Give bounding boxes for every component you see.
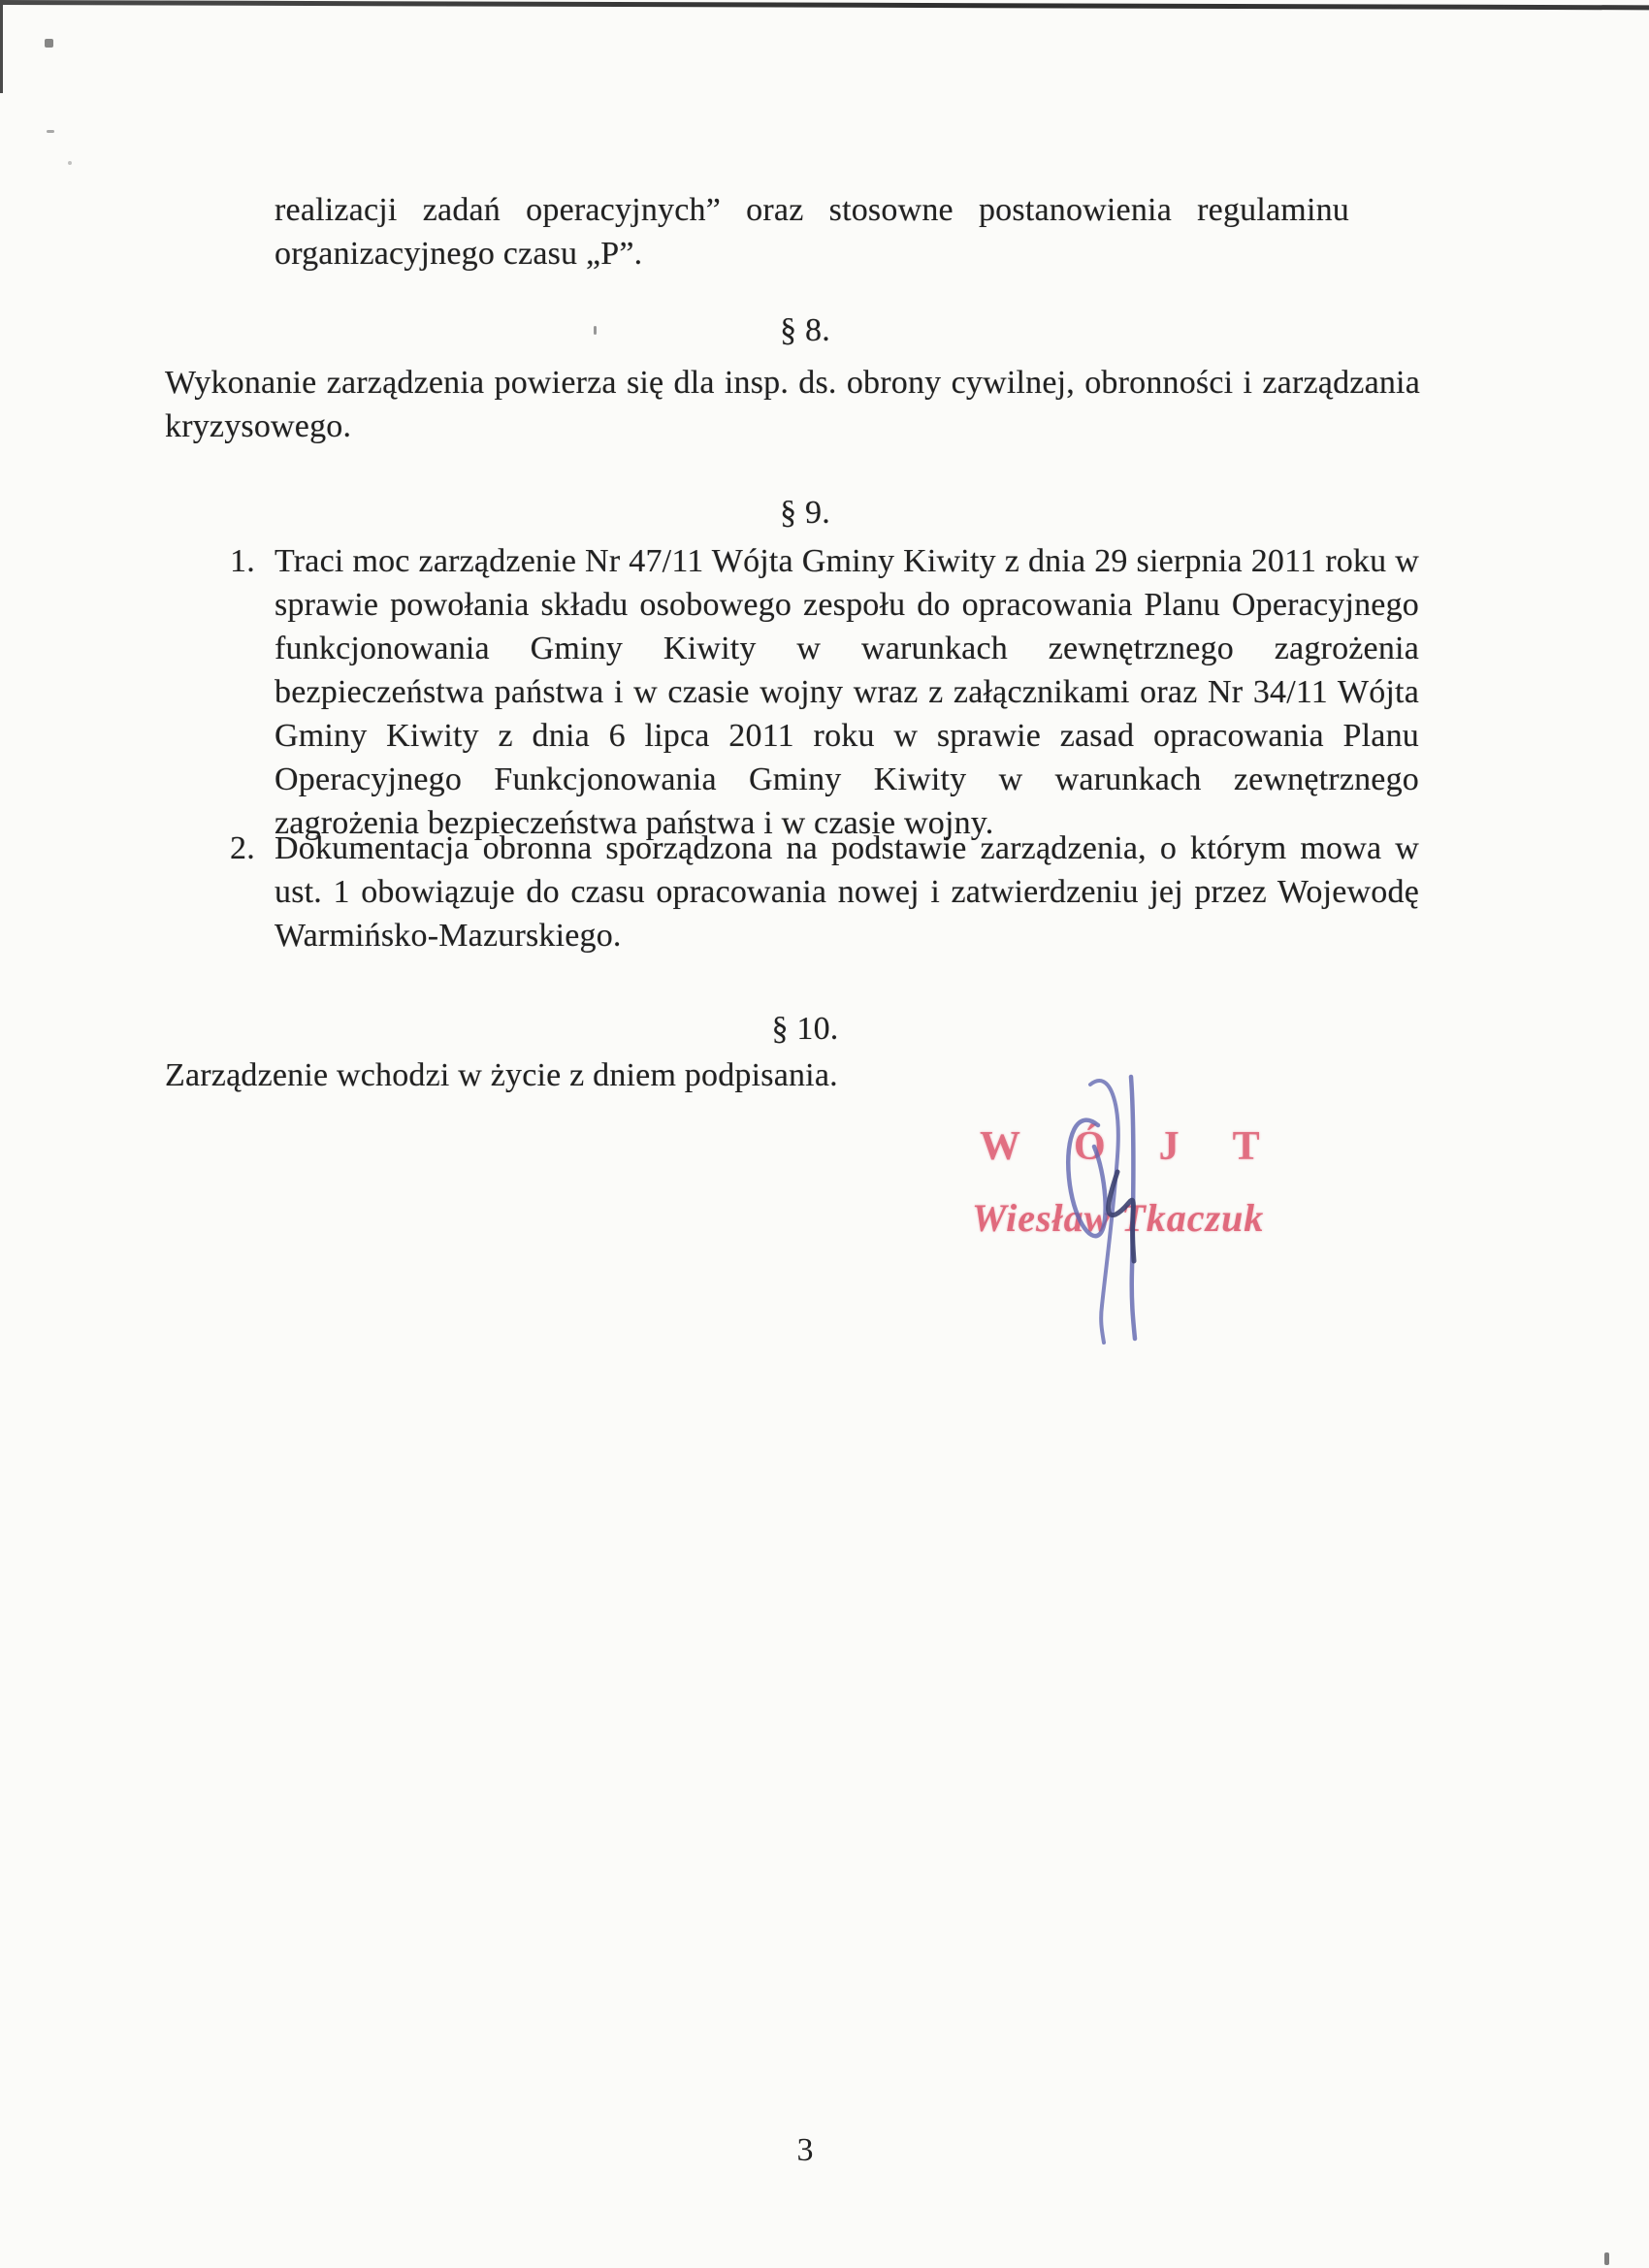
list-item-text: Traci moc zarządzenie Nr 47/11 Wójta Gminy Kiwity z dnia 29 sierpnia 2011 roku w sprawie powołania składu osobowego zespołu do opracowania Planu Operacyjnego funkcjonowania Gminy Kiwity w warunkach zewnętrznego zagrożenia bezpieczeństwa państwa i w czasie wojny wraz z załącznikami oraz Nr 34/11 Wójta Gminy Kiwity z dnia 6 lipca 2011 roku w sprawie zasad opracowania Planu Operacyjnego Funkcjonowania Gminy Kiwity w warunkach zewnętrznego zagrożenia bezpieczeństwa państwa i w czasie wojny. xyxy=(275,543,1419,841)
section-8-heading: § 8. xyxy=(780,312,830,348)
page-number: 3 xyxy=(796,2132,814,2168)
stamp-name: Wiesław Tkaczuk xyxy=(972,1196,1265,1240)
section-9-heading: § 9. xyxy=(780,495,830,531)
scan-speck xyxy=(45,39,53,48)
signature-scribble xyxy=(1044,1063,1170,1350)
scan-top-edge xyxy=(0,0,1649,10)
section-10-body: Zarządzenie wchodzi w życie z dniem podpisania. xyxy=(165,1057,838,1093)
scan-speck xyxy=(68,161,72,165)
intro-paragraph: realizacji zadań operacyjnych” oraz stosowne postanowienia regulaminu organizacyjnego czasu „P”. xyxy=(275,192,1349,272)
list-item-number: 2. xyxy=(230,830,255,866)
stamp-title: WÓJT xyxy=(980,1124,1313,1169)
list-item-number: 1. xyxy=(230,543,255,579)
section-10-heading: § 10. xyxy=(771,1011,839,1047)
scan-speck xyxy=(47,130,54,133)
list-item-text: Dokumentacja obronna sporządzona na podstawie zarządzenia, o którym mowa w ust. 1 obowiązuje do czasu opracowania nowej i zatwierdzeniu jej przez Wojewodę Warmińsko-Mazurskiego. xyxy=(275,830,1419,954)
scan-speck xyxy=(1604,2252,1609,2265)
scan-left-edge xyxy=(0,0,3,93)
section-8-body: Wykonanie zarządzenia powierza się dla insp. ds. obrony cywilnej, obronności i zarządzania kryzysowego. xyxy=(165,365,1420,444)
